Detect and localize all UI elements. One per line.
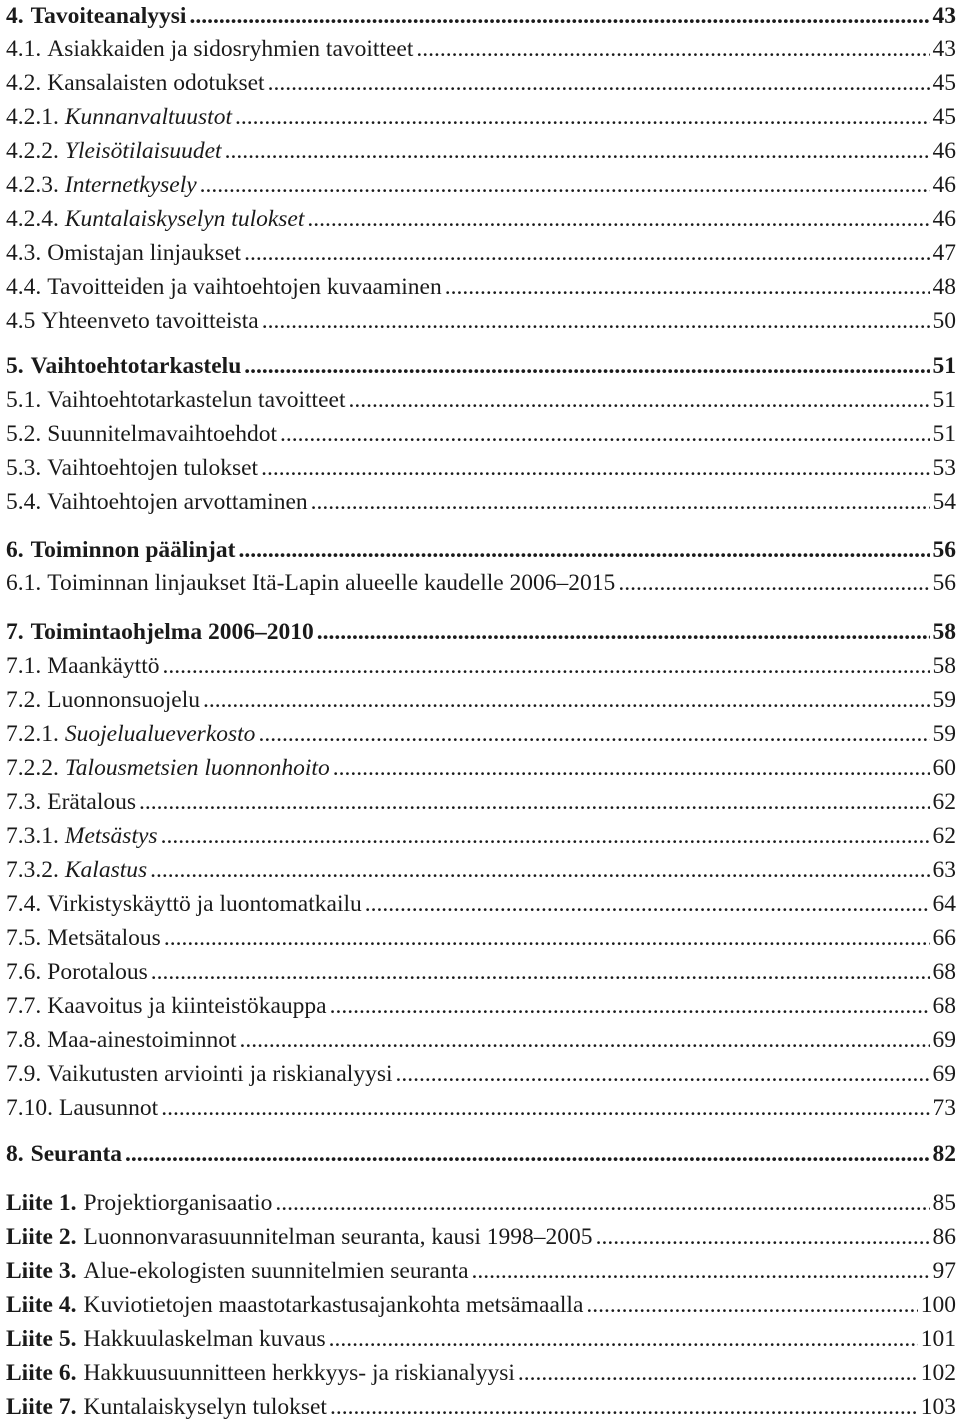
toc-entry-page: 64 bbox=[932, 891, 956, 917]
toc-entry-number: 7.6. bbox=[6, 959, 42, 985]
toc-entry-title: Tavoitteiden ja vaihtoehtojen kuvaaminen bbox=[47, 274, 442, 300]
toc-leader-dots bbox=[518, 1358, 918, 1388]
toc-leader-dots bbox=[262, 306, 930, 336]
toc-entry-number: 4.1. bbox=[6, 36, 42, 62]
toc-leader-dots bbox=[330, 1392, 918, 1422]
toc-entry[interactable] bbox=[6, 651, 956, 681]
toc-entry-number: 7.3.1. bbox=[6, 823, 59, 849]
toc-entry[interactable] bbox=[6, 1, 956, 31]
toc-entry-title: Porotalous bbox=[47, 959, 148, 985]
toc-entry[interactable] bbox=[6, 1222, 956, 1252]
toc-leader-dots bbox=[238, 535, 929, 565]
toc-entry[interactable] bbox=[6, 855, 956, 885]
toc-entry-title: Yhteenveto tavoitteista bbox=[41, 308, 259, 334]
toc-entry-page: 97 bbox=[932, 1258, 956, 1284]
toc-entry[interactable] bbox=[6, 1093, 956, 1123]
toc-entry-number: 7.10. bbox=[6, 1095, 53, 1121]
toc-entry-number: 4.4. bbox=[6, 274, 42, 300]
toc-entry[interactable] bbox=[6, 487, 956, 517]
toc-entry-page: 48 bbox=[932, 274, 956, 300]
toc-entry-number: 4.2. bbox=[6, 70, 42, 96]
toc-entry[interactable] bbox=[6, 68, 956, 98]
toc-entry-page: 59 bbox=[932, 687, 956, 713]
toc-leader-dots bbox=[150, 855, 929, 885]
toc-entry-page: 63 bbox=[932, 857, 956, 883]
toc-entry[interactable] bbox=[6, 1188, 956, 1218]
toc-entry-number: 7.2.2. bbox=[6, 755, 59, 781]
toc-leader-dots bbox=[125, 1139, 929, 1169]
toc-entry-title: Lausunnot bbox=[59, 1095, 159, 1121]
toc-leader-dots bbox=[258, 719, 929, 749]
toc-entry-page: 66 bbox=[932, 925, 956, 951]
toc-entry-number: 8. bbox=[6, 1141, 24, 1167]
toc-entry[interactable] bbox=[6, 385, 956, 415]
toc-entry-page: 45 bbox=[932, 104, 956, 130]
toc-entry-number: 4.2.3. bbox=[6, 172, 59, 198]
toc-entry-title: Omistajan linjaukset bbox=[47, 240, 242, 266]
toc-entry-title: Tavoiteanalyysi bbox=[30, 3, 187, 29]
toc-entry-page: 62 bbox=[932, 823, 956, 849]
toc-entry[interactable] bbox=[6, 617, 956, 647]
toc-entry-number: 4.2.2. bbox=[6, 138, 59, 164]
toc-entry-number: Liite 6. bbox=[6, 1360, 77, 1386]
toc-entry[interactable] bbox=[6, 351, 956, 381]
toc-leader-dots bbox=[163, 651, 930, 681]
toc-entry-number: 6. bbox=[6, 537, 24, 563]
toc-entry-title: Suojelualueverkosto bbox=[64, 721, 256, 747]
toc-leader-dots bbox=[225, 136, 930, 166]
toc-entry-title: Vaihtoehtojen arvottaminen bbox=[47, 489, 308, 515]
toc-leader-dots bbox=[189, 1, 929, 31]
toc-entry-title: Kuviotietojen maastotarkastusajankohta metsämaalla bbox=[83, 1292, 584, 1318]
toc-entry-page: 51 bbox=[932, 387, 956, 413]
toc-entry-title: Yleisötilaisuudet bbox=[64, 138, 222, 164]
toc-leader-dots bbox=[164, 923, 930, 953]
toc-entry[interactable] bbox=[6, 272, 956, 302]
toc-entry-number: Liite 4. bbox=[6, 1292, 77, 1318]
toc-entry[interactable] bbox=[6, 923, 956, 953]
toc-entry-number: Liite 1. bbox=[6, 1190, 77, 1216]
toc-entry-title: Luonnonvarasuunnitelman seuranta, kausi 1998–2005 bbox=[83, 1224, 593, 1250]
toc-entry-page: 53 bbox=[932, 455, 956, 481]
toc-entry-number: 7.2.1. bbox=[6, 721, 59, 747]
toc-entry[interactable] bbox=[6, 568, 956, 598]
toc-entry-page: 46 bbox=[932, 206, 956, 232]
toc-entry[interactable] bbox=[6, 535, 956, 565]
toc-leader-dots bbox=[333, 753, 930, 783]
toc-entry-page: 47 bbox=[932, 240, 956, 266]
toc-leader-dots bbox=[618, 568, 929, 598]
toc-entry-number: Liite 3. bbox=[6, 1258, 77, 1284]
toc-leader-dots bbox=[139, 787, 930, 817]
toc-entry-title: Vaihtoehtotarkastelu bbox=[30, 353, 242, 379]
toc-entry-number: 4.2.4. bbox=[6, 206, 59, 232]
toc-entry-title: Maankäyttö bbox=[47, 653, 160, 679]
toc-entry-page: 68 bbox=[932, 959, 956, 985]
toc-entry-page: 54 bbox=[932, 489, 956, 515]
toc-entry[interactable] bbox=[6, 957, 956, 987]
toc-entry[interactable] bbox=[6, 170, 956, 200]
toc-leader-dots bbox=[235, 102, 930, 132]
toc-entry[interactable] bbox=[6, 889, 956, 919]
toc-leader-dots bbox=[161, 1093, 929, 1123]
toc-entry-number: 5.1. bbox=[6, 387, 42, 413]
toc-entry-page: 58 bbox=[932, 619, 956, 645]
toc-entry[interactable] bbox=[6, 719, 956, 749]
toc-entry-number: 4. bbox=[6, 3, 24, 29]
toc-entry-number: 7.3. bbox=[6, 789, 42, 815]
toc-entry-page: 46 bbox=[932, 138, 956, 164]
toc-entry-title: Talousmetsien luonnonhoito bbox=[64, 755, 330, 781]
toc-entry-page: 60 bbox=[932, 755, 956, 781]
toc-entry-number: 5.2. bbox=[6, 421, 42, 447]
toc-leader-dots bbox=[161, 821, 930, 851]
toc-entry-title: Internetkysely bbox=[64, 172, 197, 198]
toc-entry-number: 7.4. bbox=[6, 891, 42, 917]
toc-entry-number: 5.4. bbox=[6, 489, 42, 515]
toc-entry[interactable] bbox=[6, 102, 956, 132]
toc-entry-number: 7.3.2. bbox=[6, 857, 59, 883]
toc-entry-page: 62 bbox=[932, 789, 956, 815]
toc-entry-number: 7.5. bbox=[6, 925, 42, 951]
toc-entry[interactable] bbox=[6, 787, 956, 817]
toc-entry-page: 43 bbox=[932, 3, 956, 29]
toc-entry[interactable] bbox=[6, 821, 956, 851]
toc-entry-title: Projektiorganisaatio bbox=[83, 1190, 273, 1216]
toc-entry-title: Maa-ainestoiminnot bbox=[47, 1027, 237, 1053]
toc-entry-title: Kalastus bbox=[64, 857, 148, 883]
toc-leader-dots bbox=[416, 34, 929, 64]
toc-leader-dots bbox=[280, 419, 930, 449]
toc-entry-number: 7.1. bbox=[6, 653, 42, 679]
toc-entry-title: Hakkuulaskelman kuvaus bbox=[83, 1326, 326, 1352]
toc-entry-title: Kunnanvaltuustot bbox=[64, 104, 232, 130]
toc-leader-dots bbox=[307, 204, 929, 234]
toc-entry[interactable] bbox=[6, 453, 956, 483]
toc-entry-title: Luonnonsuojelu bbox=[47, 687, 200, 713]
toc-entry-title: Toiminnan linjaukset Itä-Lapin alueelle kaudelle 2006–2015 bbox=[47, 570, 616, 596]
toc-entry-page: 56 bbox=[932, 537, 956, 563]
toc-entry-page: 100 bbox=[920, 1292, 956, 1318]
toc-entry[interactable] bbox=[6, 1025, 956, 1055]
toc-entry[interactable] bbox=[6, 753, 956, 783]
toc-entry-page: 59 bbox=[932, 721, 956, 747]
toc-entry[interactable] bbox=[6, 136, 956, 166]
toc-leader-dots bbox=[396, 1059, 930, 1089]
toc-entry-title: Hakkuusuunnitteen herkkyys- ja riskianalyysi bbox=[83, 1360, 515, 1386]
toc-entry-page: 85 bbox=[932, 1190, 956, 1216]
toc-leader-dots bbox=[317, 617, 930, 647]
toc-leader-dots bbox=[203, 685, 930, 715]
toc-leader-dots bbox=[445, 272, 930, 302]
toc-leader-dots bbox=[348, 385, 929, 415]
toc-entry-title: Kaavoitus ja kiinteistökauppa bbox=[47, 993, 327, 1019]
toc-entry[interactable] bbox=[6, 238, 956, 268]
toc-entry-number: 7.8. bbox=[6, 1027, 42, 1053]
toc-entry[interactable] bbox=[6, 1059, 956, 1089]
toc-entry-number: 7.7. bbox=[6, 993, 42, 1019]
toc-entry-title: Virkistyskäyttö ja luontomatkailu bbox=[47, 891, 362, 917]
toc-entry-number: 4.2.1. bbox=[6, 104, 59, 130]
toc-entry-title: Vaihtoehtotarkastelun tavoitteet bbox=[47, 387, 346, 413]
toc-entry-title: Kansalaisten odotukset bbox=[47, 70, 265, 96]
toc-entry-number: Liite 2. bbox=[6, 1224, 77, 1250]
toc-leader-dots bbox=[240, 1025, 930, 1055]
toc-entry-title: Metsätalous bbox=[47, 925, 161, 951]
toc-entry-number: Liite 7. bbox=[6, 1394, 77, 1420]
toc-entry-page: 43 bbox=[932, 36, 956, 62]
toc-leader-dots bbox=[244, 238, 929, 268]
toc-entry[interactable] bbox=[6, 1392, 956, 1422]
toc-entry[interactable] bbox=[6, 419, 956, 449]
toc-entry-number: 7.9. bbox=[6, 1061, 42, 1087]
toc-entry-page: 69 bbox=[932, 1027, 956, 1053]
toc-entry-page: 51 bbox=[932, 421, 956, 447]
toc-entry[interactable] bbox=[6, 34, 956, 64]
toc-entry-number: 7.2. bbox=[6, 687, 42, 713]
toc-leader-dots bbox=[244, 351, 929, 381]
toc-leader-dots bbox=[275, 1188, 929, 1218]
toc-entry-number: 7. bbox=[6, 619, 24, 645]
toc-entry-page: 103 bbox=[920, 1394, 956, 1420]
toc-entry-page: 101 bbox=[920, 1326, 956, 1352]
toc-entry[interactable] bbox=[6, 204, 956, 234]
toc-entry-title: Toimintaohjelma 2006–2010 bbox=[30, 619, 314, 645]
toc-leader-dots bbox=[151, 957, 930, 987]
toc-entry-page: 69 bbox=[932, 1061, 956, 1087]
toc-entry-page: 58 bbox=[932, 653, 956, 679]
toc-entry-title: Toiminnon päälinjat bbox=[30, 537, 236, 563]
toc-leader-dots bbox=[330, 991, 930, 1021]
toc-entry-page: 56 bbox=[932, 570, 956, 596]
toc-leader-dots bbox=[329, 1324, 918, 1354]
toc-entry-page: 51 bbox=[932, 353, 956, 379]
toc-leader-dots bbox=[311, 487, 930, 517]
toc-entry[interactable] bbox=[6, 991, 956, 1021]
toc-leader-dots bbox=[596, 1222, 930, 1252]
toc-leader-dots bbox=[200, 170, 930, 200]
toc-entry-number: 5. bbox=[6, 353, 24, 379]
toc-entry-page: 73 bbox=[932, 1095, 956, 1121]
toc-entry[interactable] bbox=[6, 1290, 956, 1320]
toc-leader-dots bbox=[472, 1256, 930, 1286]
toc-entry-number: 4.5 bbox=[6, 308, 36, 334]
toc-entry-page: 82 bbox=[932, 1141, 956, 1167]
toc-entry-title: Kuntalaiskyselyn tulokset bbox=[83, 1394, 327, 1420]
toc-entry-number: Liite 5. bbox=[6, 1326, 77, 1352]
toc-entry-title: Vaikutusten arviointi ja riskianalyysi bbox=[47, 1061, 393, 1087]
toc-entry-title: Metsästys bbox=[64, 823, 158, 849]
toc-entry-title: Seuranta bbox=[30, 1141, 123, 1167]
toc-entry[interactable] bbox=[6, 1256, 956, 1286]
toc-entry-page: 45 bbox=[932, 70, 956, 96]
toc-entry[interactable] bbox=[6, 1139, 956, 1169]
toc-leader-dots bbox=[586, 1290, 917, 1320]
toc-entry[interactable] bbox=[6, 306, 956, 336]
toc-leader-dots bbox=[365, 889, 930, 919]
toc-entry-page: 68 bbox=[932, 993, 956, 1019]
toc-entry-title: Alue-ekologisten suunnitelmien seuranta bbox=[83, 1258, 469, 1284]
toc-entry-page: 46 bbox=[932, 172, 956, 198]
toc-entry-title: Suunnitelmavaihtoehdot bbox=[47, 421, 277, 447]
toc-leader-dots bbox=[261, 453, 929, 483]
toc-entry-title: Erätalous bbox=[47, 789, 136, 815]
toc-entry-title: Asiakkaiden ja sidosryhmien tavoitteet bbox=[47, 36, 414, 62]
toc-entry-number: 4.3. bbox=[6, 240, 42, 266]
toc-leader-dots bbox=[268, 68, 930, 98]
toc-entry-page: 102 bbox=[920, 1360, 956, 1386]
toc-entry-page: 86 bbox=[932, 1224, 956, 1250]
toc-entry-page: 50 bbox=[932, 308, 956, 334]
toc-entry[interactable] bbox=[6, 1358, 956, 1388]
toc-entry[interactable] bbox=[6, 1324, 956, 1354]
toc-entry-number: 5.3. bbox=[6, 455, 42, 481]
toc-entry-number: 6.1. bbox=[6, 570, 42, 596]
toc-entry[interactable] bbox=[6, 685, 956, 715]
toc-entry-title: Kuntalaiskyselyn tulokset bbox=[64, 206, 305, 232]
toc-entry-title: Vaihtoehtojen tulokset bbox=[47, 455, 259, 481]
